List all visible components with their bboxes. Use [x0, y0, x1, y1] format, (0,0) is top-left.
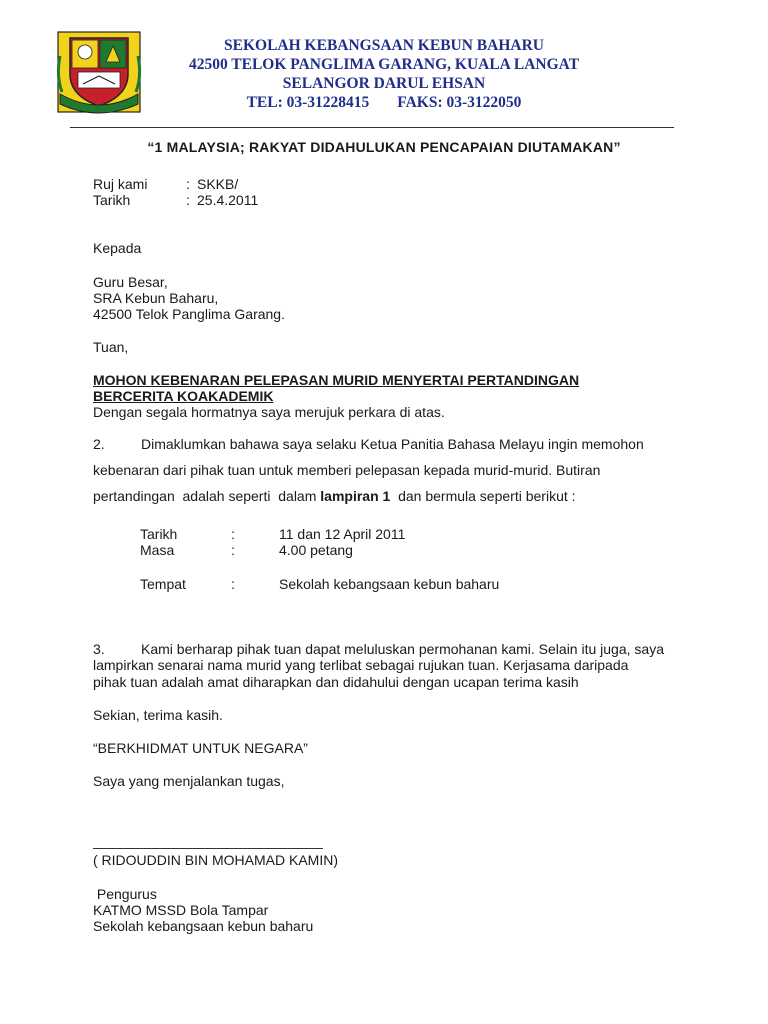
detail-date-colon: :	[231, 526, 235, 542]
ref-colon: :	[186, 176, 190, 192]
subject-line2: BERCERITA KOAKADEMIK	[93, 388, 274, 404]
school-address-line1: 42500 TELOK PANGLIMA GARANG, KUALA LANGAT	[188, 56, 580, 73]
date-colon: :	[186, 192, 190, 208]
date-label: Tarikh	[93, 192, 131, 208]
para3-text1: Kami berharap pihak tuan dapat meluluskan permohanan kami. Selain itu juga, saya	[141, 641, 664, 657]
subject-line1: MOHON KEBENARAN PELEPASAN MURID MENYERTAI PERTANDINGAN	[93, 372, 580, 388]
header-divider	[70, 127, 674, 128]
signatory-title1: Pengurus	[93, 886, 157, 902]
ref-label: Ruj kami	[93, 176, 148, 192]
salutation: Tuan,	[93, 339, 129, 355]
school-letterhead	[160, 36, 608, 112]
recipient-heading: Kepada	[93, 240, 142, 256]
para2-line3	[93, 488, 576, 504]
ref-value: SKKB/	[197, 176, 239, 192]
slogan-text: “BERKHIDMAT UNTUK NEGARA”	[93, 740, 308, 756]
national-motto: “1 MALAYSIA; RAKYAT DIDAHULUKAN PENCAPAIAN DIUTAMAKAN”	[147, 139, 621, 155]
recipient-line3: 42500 Telok Panglima Garang.	[93, 306, 285, 322]
signature-line	[93, 848, 323, 849]
detail-time-value: 4.00 petang	[279, 542, 353, 558]
para2-line2: kebenaran dari pihak tuan untuk memberi pelepasan kepada murid-murid. Butiran	[93, 462, 601, 478]
school-contact	[160, 93, 608, 112]
detail-date-label: Tarikh	[140, 526, 178, 542]
recipient-line1: Guru Besar,	[93, 274, 168, 290]
para2-text3-pre: pertandingan adalah seperti dalam	[93, 488, 321, 504]
para2-line1	[93, 436, 644, 452]
para2-text3-post: dan bermula seperti berikut :	[390, 488, 576, 504]
para3-line1	[93, 641, 664, 657]
school-address-line2: SELANGOR DARUL EHSAN	[282, 75, 486, 92]
letter-subject	[93, 372, 579, 404]
school-tel: TEL: 03-31228415	[246, 94, 370, 111]
recipient-line2: SRA Kebun Baharu,	[93, 290, 219, 306]
detail-time-label: Masa	[140, 542, 175, 558]
para3-number: 3.	[93, 641, 105, 657]
detail-venue-colon: :	[231, 576, 235, 592]
detail-venue-value: Sekolah kebangsaan kebun baharu	[279, 576, 500, 592]
detail-venue-label: Tempat	[140, 576, 186, 592]
para2-attachment-ref: lampiran 1	[320, 488, 391, 504]
signatory-name: ( RIDOUDDIN BIN MOHAMAD KAMIN)	[93, 852, 338, 868]
para2-text1: Dimaklumkan bahawa saya selaku Ketua Panitia Bahasa Melayu ingin memohon	[141, 436, 644, 452]
duty-text: Saya yang menjalankan tugas,	[93, 773, 285, 789]
para3-line3: pihak tuan adalah amat diharapkan dan didahului dengan ucapan terima kasih	[93, 674, 579, 690]
school-fax: FAKS: 03-3122050	[397, 94, 522, 111]
para3-line2: lampirkan senarai nama murid yang terlibat sebagai rujukan tuan. Kerjasama daripada	[93, 657, 629, 673]
signatory-title3: Sekolah kebangsaan kebun baharu	[93, 918, 314, 934]
signatory-title2: KATMO MSSD Bola Tampar	[93, 902, 269, 918]
date-value: 25.4.2011	[197, 192, 259, 208]
intro-paragraph: Dengan segala hormatnya saya merujuk perkara di atas.	[93, 404, 445, 420]
school-crest-logo	[56, 30, 142, 114]
school-name: SEKOLAH KEBANGSAAN KEBUN BAHARU	[224, 37, 544, 54]
closing-text: Sekian, terima kasih.	[93, 707, 223, 723]
para2-number: 2.	[93, 436, 105, 452]
detail-date-value: 11 dan 12 April 2011	[279, 526, 406, 542]
detail-time-colon: :	[231, 542, 235, 558]
